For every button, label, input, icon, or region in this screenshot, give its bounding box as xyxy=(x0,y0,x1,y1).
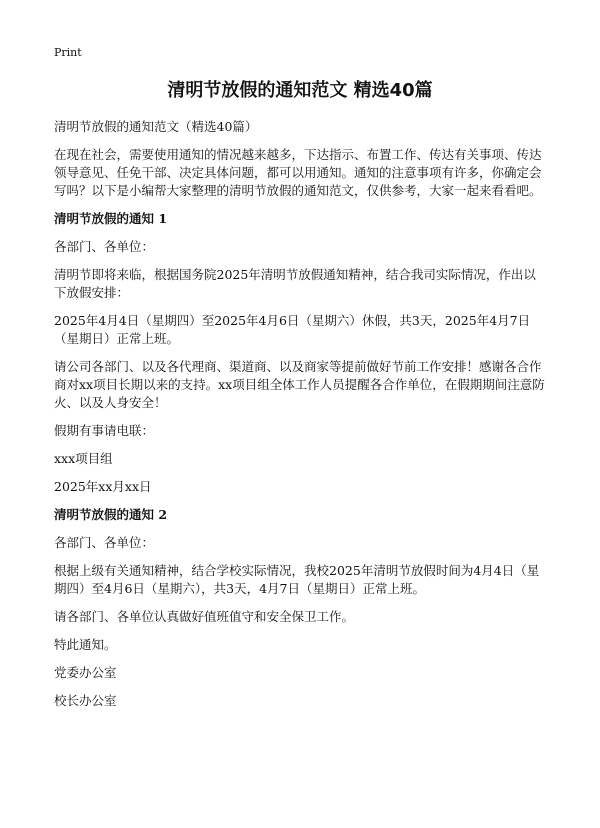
section-heading: 清明节放假的通知 2 xyxy=(54,507,168,522)
print-link[interactable]: Print xyxy=(54,46,82,59)
document-body xyxy=(54,118,546,720)
section-heading: 清明节放假的通知 1 xyxy=(54,211,168,226)
signature-org: 校长办公室 xyxy=(54,693,117,708)
body-paragraph: 请各部门、各单位认真做好值班值守和安全保卫工作。 xyxy=(54,609,355,624)
document-title: 清明节放假的通知范文 精选40篇 xyxy=(167,80,433,101)
salutation: 各部门、各单位： xyxy=(54,239,155,254)
document-subtitle: 清明节放假的通知范文（精选40篇） xyxy=(54,119,258,134)
signature-org: 党委办公室 xyxy=(54,665,117,680)
signature-org: xxx项目组 xyxy=(54,451,113,466)
salutation: 各部门、各单位： xyxy=(54,535,155,550)
body-paragraph: 清明节即将来临，根据国务院2025年清明节放假通知精神，结合我司实际情况，作出以下放假安排： xyxy=(54,267,536,300)
closing-line: 特此通知。 xyxy=(54,637,117,652)
contact-line: 假期有事请电联： xyxy=(54,423,155,438)
notice-section-1 xyxy=(54,210,546,496)
signature-date: 2025年xx月xx日 xyxy=(54,479,152,494)
intro-paragraph: 在现在社会，需要使用通知的情况越来越多，下达指示、布置工作、传达有关事项、传达领导意见、任免干部、决定具体问题，都可以用通知。通知的注意事项有许多，你确定会写吗？以下是小编帮大家整理的清明节放假的通知范文，仅供参考，大家一起来看看吧。 xyxy=(54,147,542,198)
body-paragraph: 2025年4月4日（星期四）至2025年4月6日（星期六）休假，共3天，2025年4月7日（星期日）正常上班。 xyxy=(54,313,531,346)
body-paragraph: 请公司各部门、以及各代理商、渠道商、以及商家等提前做好节前工作安排！感谢各合作商对xx项目长期以来的支持。xx项目组全体工作人员提醒各合作单位，在假期期间注意防火、以及人身安全！ xyxy=(54,359,545,410)
notice-section-2 xyxy=(54,506,546,710)
body-paragraph: 根据上级有关通知精神，结合学校实际情况，我校2025年清明节放假时间为4月4日（星期四）至4月6日（星期六），共3天，4月7日（星期日）正常上班。 xyxy=(54,563,540,596)
